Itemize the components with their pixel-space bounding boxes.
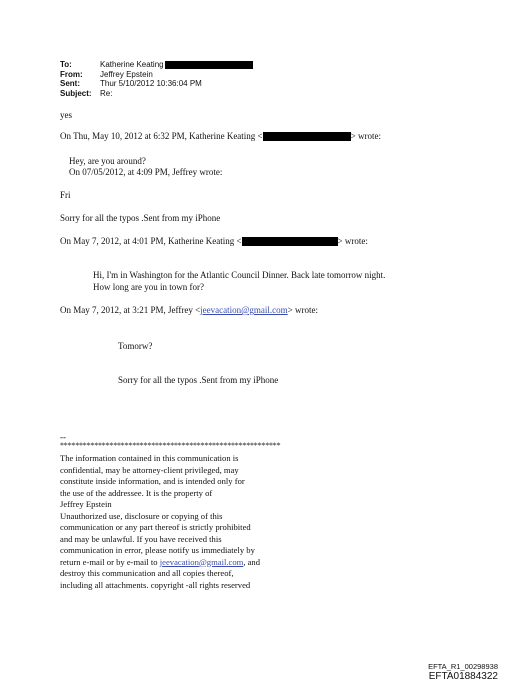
asterisk-separator: ********************************************************** [60, 441, 281, 450]
email-link[interactable]: jeevacation@gmail.com [200, 305, 288, 315]
to-row [60, 60, 320, 70]
quote1-line1: Hey, are you around? [69, 156, 146, 166]
disclaimer-line: Unauthorized use, disclosure or copying of this [60, 510, 223, 521]
disclaimer-line: constitute inside information, and is intended only for [60, 476, 245, 486]
quote2-intro: On May 7, 2012, at 4:01 PM, Katherine Keating < > wrote: [60, 236, 368, 246]
disclaimer-line: communication in error, please notify us immediately by [60, 545, 255, 555]
to-value: Katherine Keating [100, 60, 253, 70]
tomorw-text: Tomorw? [118, 341, 153, 351]
subject-value: Re: [100, 88, 113, 98]
disclaimer-line: the use of the addressee. It is the property of [60, 487, 213, 498]
quote2-line2: How long are you in town for? [93, 282, 204, 292]
subject-label: Subject: [60, 88, 92, 98]
redaction-bar [263, 132, 351, 141]
typos-text-1: Sorry for all the typos .Sent from my iPhone [60, 213, 221, 223]
disclaimer-line: confidential, may be attorney-client privileged, may [60, 464, 239, 475]
sent-value: Thur 5/10/2012 10:36:04 PM [100, 79, 202, 88]
quote2-line1: Hi, I'm in Washington for the Atlantic Council Dinner. Back late tomorrow night. [93, 270, 386, 280]
signature-dashes: -- [60, 432, 66, 442]
disclaimer-line: return e-mail or by e-mail to jeevacation@gmail.com, and [60, 556, 261, 567]
disclaimer-line: and may be unlawful. If you have received this [60, 533, 222, 544]
subject-row [60, 89, 320, 99]
disclaimer [60, 453, 260, 591]
disclaimer-line: Jeffrey Epstein [60, 499, 112, 509]
disclaimer-line: including all attachments. copyright -all rights reserved [60, 579, 251, 590]
redaction-bar [165, 61, 253, 69]
from-label: From: [60, 69, 83, 79]
reply-text: yes [60, 110, 72, 120]
redaction-bar [242, 237, 338, 246]
sent-label: Sent: [60, 79, 80, 88]
bates-id-2: EFTA01884322 [428, 671, 498, 682]
disclaimer-line: communication or any part thereof is strictly prohibited [60, 522, 251, 532]
sent-row [60, 79, 320, 89]
disclaimer-line: destroy this communication and all copies thereof, [60, 568, 234, 578]
from-row [60, 70, 320, 80]
email-header [60, 60, 320, 100]
from-value: Jeffrey Epstein [100, 69, 153, 79]
quote1-line2: On 07/05/2012, at 4:09 PM, Jeffrey wrote: [69, 167, 223, 177]
disclaimer-line: The information contained in this communication is [60, 453, 239, 463]
fri-text: Fri [60, 190, 71, 200]
quote1-intro: On Thu, May 10, 2012 at 6:32 PM, Katherine Keating < > wrote: [60, 131, 381, 141]
typos-text-2: Sorry for all the typos .Sent from my iPhone [118, 375, 279, 385]
quote3-intro: On May 7, 2012, at 3:21 PM, Jeffrey <jeevacation@gmail.com> wrote: [60, 305, 318, 315]
bates-id-1: EFTA_R1_00298938 [428, 662, 498, 671]
to-label: To: [60, 60, 72, 69]
email-link[interactable]: jeevacation@gmail.com [159, 556, 244, 567]
